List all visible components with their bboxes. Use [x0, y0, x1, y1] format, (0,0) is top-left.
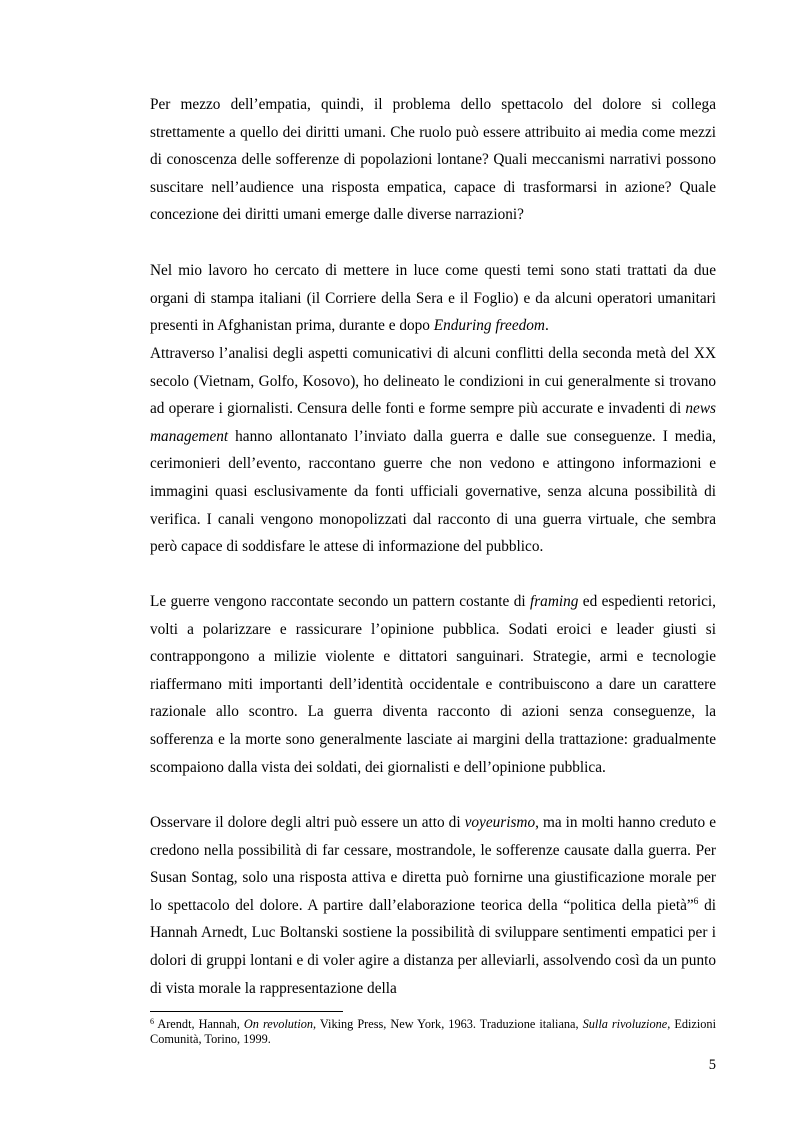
footnote-number: 6 — [150, 1017, 154, 1026]
p2-text-2: . — [544, 317, 549, 335]
p2-text-1: Nel mio lavoro ho cercato di mettere in luce come questi temi sono stati trattati da due organi di stampa italiani (il Corriere della Sera e il Foglio) e da alcuni operatori umanitari presenti in Afghanistan prima, durante e dopo — [150, 262, 716, 335]
p4-italic-framing: framing — [529, 593, 579, 610]
p5-text-1: Osservare il dolore degli altri può essere un atto di — [150, 814, 465, 831]
footnote-reference-6[interactable]: 6 — [693, 896, 699, 907]
p4-text-2: ed espedienti retorici, volti a polarizzare e rassicurare l’opinione pubblica. Sodati eroici e leader giusti si contrappongono a milizie violente e dittatori sanguinari. Strategie, armi e tecnologie riaffermano miti importanti dell’identità occidentale e contribuiscono a dare un carattere razionale allo scontro. La guerra diventa racconto di azioni senza conseguenze, la sofferenza e la morte sono generalmente lasciate ai margini della trattazione: gradualmente scompaiono dalla vista dei soldati, dei giornalisti e dell’opinione pubblica. — [150, 593, 716, 776]
p4-text-1: Le guerre vengono raccontate secondo un pattern costante di — [150, 593, 530, 610]
p2-italic-enduring-freedom: Enduring freedom — [433, 317, 545, 335]
fn-text-2: , Viking Press, New York, 1963. Traduzione italiana, — [313, 1017, 583, 1031]
p5-text-2: , ma in molti hanno creduto e credono nella possibilità di far cessare, mostrandole, le sofferenze causate dalla guerra. Per Susan Sontag, solo una risposta attiva e diretta può fornirne una giustificazione morale per lo spettacolo del dolore. A partire dall’elaborazione teorica della “politica della pietà” — [150, 814, 716, 914]
paragraph-2 — [150, 257, 716, 340]
paragraph-1 — [150, 91, 716, 229]
paragraph-4 — [150, 588, 716, 781]
p3-text-1: Attraverso l’analisi degli aspetti comunicativi di alcuni conflitti della seconda metà del XX secolo (Vietnam, Golfo, Kosovo), ho delineato le condizioni in cui generalmente si trovano ad operare i giornalisti. Censura delle fonti e forme sempre più accurate e invadenti di — [150, 345, 716, 418]
p3-text-2: hanno allontanato l’inviato dalla guerra e dalle sue conseguenze. I media, cerimonieri dell’evento, raccontano guerre che non vedono e attingono informazioni e immagini quasi esclusivamente da fonti ufficiali governative, senza alcuna possibilità di verifica. I canali vengono monopolizzati dal racconto di una guerra virtuale, che sembra però capace di soddisfare le attese di informazione del pubblico. — [150, 427, 716, 556]
p5-italic-voyeurismo: voyeurismo — [464, 814, 536, 831]
fn-text-1: Arendt, Hannah, — [154, 1017, 244, 1031]
footnote-separator — [150, 1011, 343, 1012]
footnote-6 — [150, 1017, 716, 1047]
p3-italic-news-management: news management — [150, 400, 716, 445]
paragraph-5 — [150, 809, 716, 1002]
paragraph-3 — [150, 340, 716, 561]
p5-text-3: di Hannah Arnedt, Luc Boltanski sostiene la possibilità di sviluppare sentimenti empatici per i dolori di gruppi lontani e di voler agire a distanza per alleviarli, assolvendo così da un punto di vista morale la rappresentazione della — [150, 896, 716, 997]
fn-italic-sulla-rivoluzione: Sulla rivoluzione — [582, 1017, 668, 1031]
page-number: 5 — [708, 1057, 716, 1073]
p1-text: Per mezzo dell’empatia, quindi, il problema dello spettacolo del dolore si collega strettamente a quello dei diritti umani. Che ruolo può essere attribuito ai media come mezzi di conoscenza delle sofferenze di popolazioni lontane? Quali meccanismi narrativi possono suscitare nell’audience una risposta empatica, capace di trasformarsi in azione? Quale concezione dei diritti umani emerge dalle diverse narrazioni? — [150, 96, 716, 224]
fn-italic-on-revolution: On revolution — [243, 1017, 314, 1031]
fn-text-3: , Edizioni Comunità, Torino, 1999. — [150, 1017, 716, 1046]
